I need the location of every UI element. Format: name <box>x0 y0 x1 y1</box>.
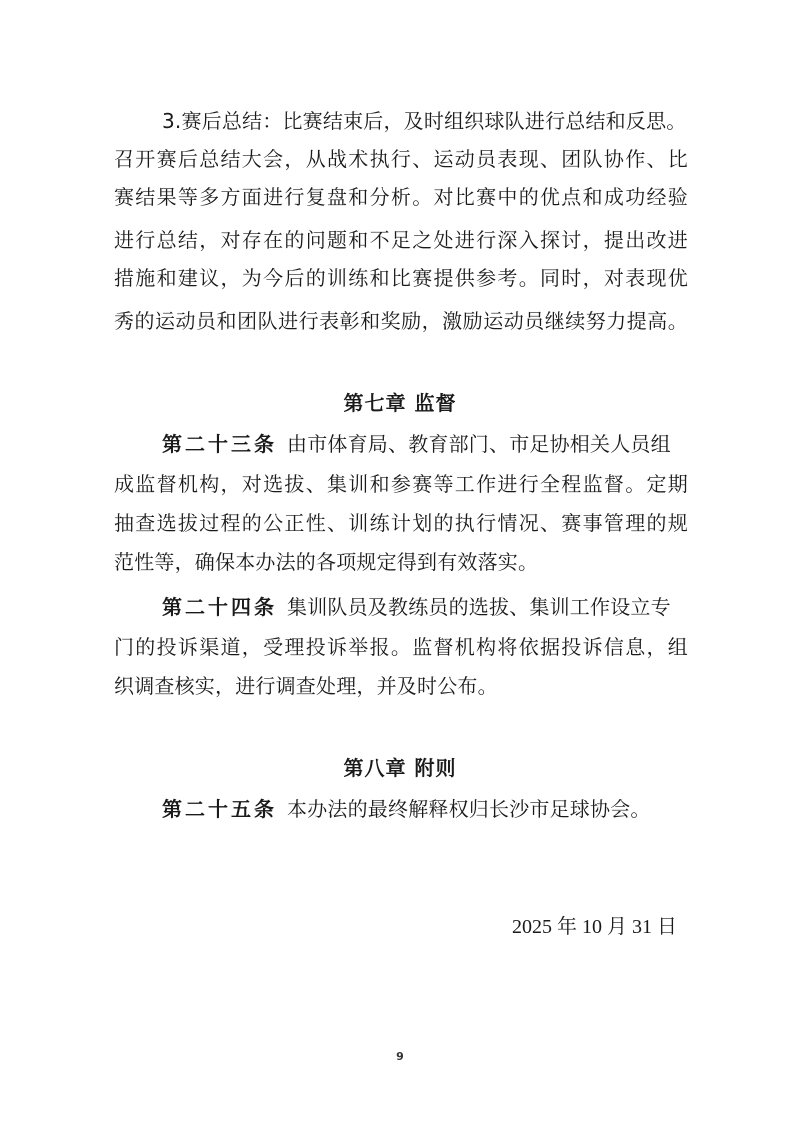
paragraph-line: 措施和建议，为今后的训练和比赛提供参考。同时，对表现优 <box>114 266 688 290</box>
document-date: 2025 年 10 月 31 日 <box>512 916 677 938</box>
paragraph-line: 进行总结，对存在的问题和不足之处进行深入探讨，提出改进 <box>114 228 688 252</box>
article-text: 集训队员及教练员的选拔、集训工作设立专 <box>287 595 671 619</box>
chapter-7-title: 第七章 监督 <box>343 391 457 415</box>
article-label: 第二十五条 <box>162 797 277 821</box>
article-label: 第二十四条 <box>162 595 277 619</box>
article-line: 成监督机构，对选拔、集训和参赛等工作进行全程监督。定期 <box>114 472 688 496</box>
article-text: 本办法的最终解释权归长沙市足球协会。 <box>287 797 651 821</box>
chapter-8-title: 第八章 附则 <box>343 756 457 780</box>
article-line: 织调查核实，进行调查处理，并及时公布。 <box>114 674 498 698</box>
article-line <box>162 796 651 822</box>
paragraph-line: 秀的运动员和团队进行表彰和奖励，激励运动员继续努力提高。 <box>114 309 688 333</box>
article-line: 范性等，确保本办法的各项规定得到有效落实。 <box>114 550 539 574</box>
paragraph-line: 3.赛后总结：比赛结束后，及时组织球队进行总结和反思。 <box>162 109 687 133</box>
article-line: 门的投诉渠道，受理投诉举报。监督机构将依据投诉信息，组 <box>114 635 688 659</box>
page-number: 9 <box>396 1050 404 1063</box>
article-line: 抽查选拔过程的公正性、训练计划的执行情况、赛事管理的规 <box>114 511 688 535</box>
article-label: 第二十三条 <box>162 432 277 456</box>
paragraph-line: 召开赛后总结大会，从战术执行、运动员表现、团队协作、比 <box>114 147 688 171</box>
article-line <box>162 594 671 620</box>
article-text: 由市体育局、教育部门、市足协相关人员组 <box>287 432 671 456</box>
article-line <box>162 431 671 457</box>
paragraph-line: 赛结果等多方面进行复盘和分析。对比赛中的优点和成功经验 <box>114 185 688 209</box>
